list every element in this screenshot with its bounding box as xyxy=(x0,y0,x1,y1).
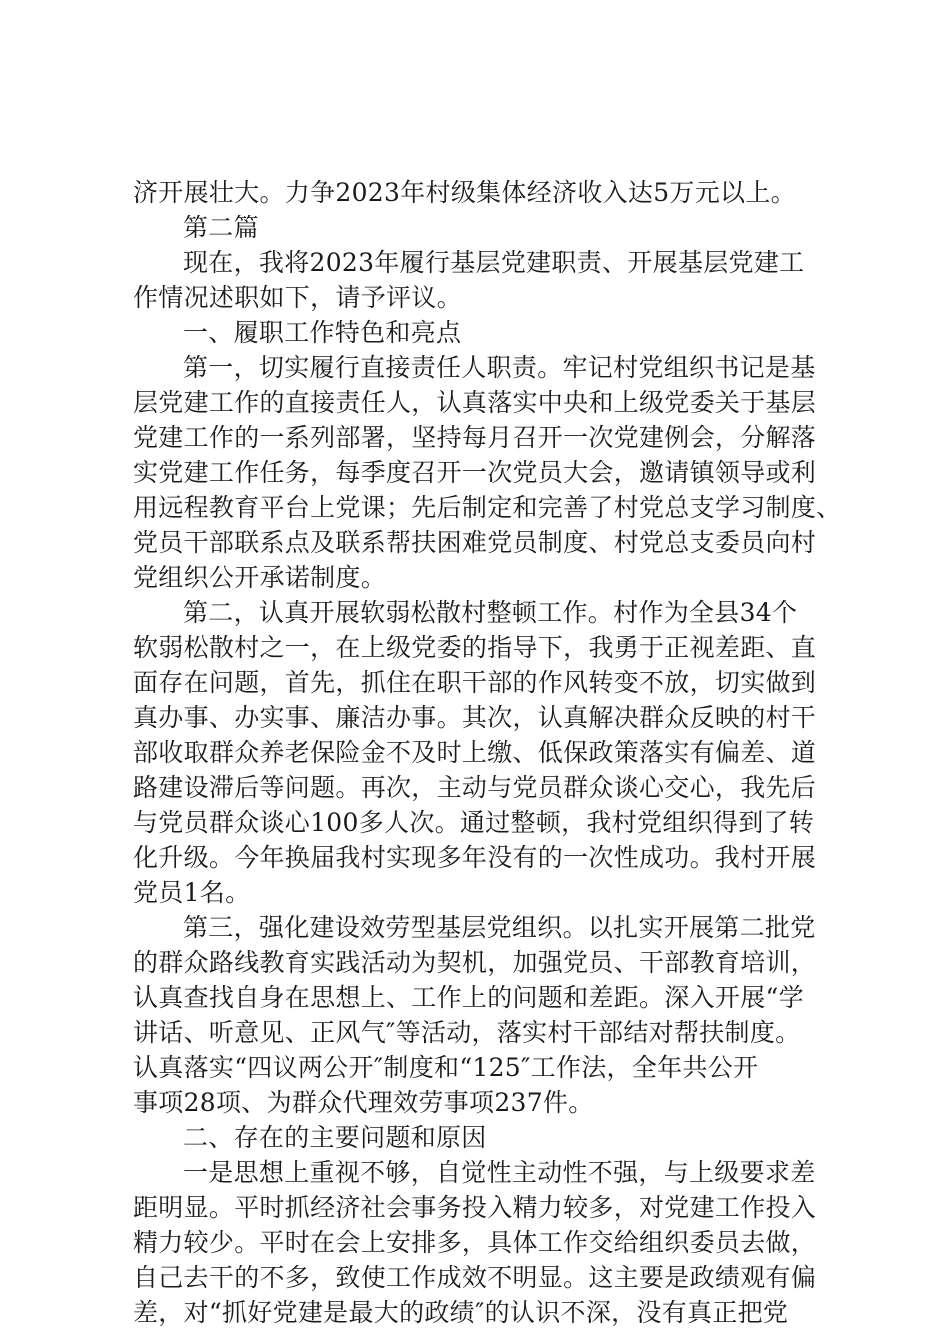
text-line: 化升级。今年换届我村实现多年没有的一次性成功。我村开展 xyxy=(133,843,817,872)
text-line: 差，对“抓好党建是最大的政绩″的认识不深，没有真正把党 xyxy=(133,1298,789,1327)
text-line: 济开展壮大。力争2023年村级集体经济收入达5万元以上。 xyxy=(133,178,796,207)
text-line: 现在，我将2023年履行基层党建职责、开展基层党建工 xyxy=(183,248,805,277)
text-line: 自己去干的不多，致使工作成效不明显。这主要是政绩观有偏 xyxy=(133,1263,817,1292)
text-line: 精力较少。平时在会上安排多，具体工作交给组织委员去做， xyxy=(133,1228,817,1257)
text-line: 面存在问题，首先，抓住在职干部的作风转变不放，切实做到 xyxy=(133,668,817,697)
text-line: 实党建工作任务，每季度召开一次党员大会，邀请镇领导或利 xyxy=(133,458,817,487)
text-line: 与党员群众谈心100多人次。通过整顿，我村党组织得到了转 xyxy=(133,808,815,837)
text-line: 第二，认真开展软弱松散村整顿工作。村作为全县34个 xyxy=(183,598,798,627)
text-line: 第三，强化建设效劳型基层党组织。以扎实开展第二批党 xyxy=(183,913,816,942)
text-line: 作情况述职如下，请予评议。 xyxy=(133,283,462,312)
text-line: 部收取群众养老保险金不及时上缴、低保政策落实有偏差、道 xyxy=(133,738,817,767)
text-line: 软弱松散村之一，在上级党委的指导下，我勇于正视差距、直 xyxy=(133,633,817,662)
text-line: 党组织公开承诺制度。 xyxy=(133,563,387,592)
text-line: 用远程教育平台上党课；先后制定和完善了村党总支学习制度、 xyxy=(133,493,842,522)
text-line: 党员干部联系点及联系帮扶困难党员制度、村党总支委员向村 xyxy=(133,528,817,557)
text-line: 讲话、听意见、正风气″等活动，落实村干部结对帮扶制度。 xyxy=(133,1018,801,1047)
text-line: 认真查找自身在思想上、工作上的问题和差距。深入开展“学 xyxy=(133,983,804,1012)
text-line: 一是思想上重视不够，自觉性主动性不强，与上级要求差 xyxy=(183,1158,816,1187)
text-line: 第一，切实履行直接责任人职责。牢记村党组织书记是基 xyxy=(183,353,816,382)
text-line: 党员1名。 xyxy=(133,878,251,907)
text-line: 事项28项、为群众代理效劳事项237件。 xyxy=(133,1088,594,1117)
text-line: 真办事、办实事、廉洁办事。其次，认真解决群众反映的村干 xyxy=(133,703,817,732)
text-line: 党建工作的一系列部署，坚持每月召开一次党建例会，分解落 xyxy=(133,423,817,452)
section-heading: 二、存在的主要问题和原因 xyxy=(183,1123,487,1152)
section-heading: 第二篇 xyxy=(183,213,259,242)
text-line: 的群众路线教育实践活动为契机，加强党员、干部教育培训， xyxy=(133,948,817,977)
text-line: 层党建工作的直接责任人，认真落实中央和上级党委关于基层 xyxy=(133,388,817,417)
text-line: 距明显。平时抓经济社会事务投入精力较多，对党建工作投入 xyxy=(133,1193,817,1222)
section-heading: 一、履职工作特色和亮点 xyxy=(183,318,462,347)
text-line: 路建设滞后等问题。再次，主动与党员群众谈心交心，我先后 xyxy=(133,773,817,802)
text-line: 认真落实“四议两公开″制度和“125″工作法，全年共公开 xyxy=(133,1053,759,1082)
